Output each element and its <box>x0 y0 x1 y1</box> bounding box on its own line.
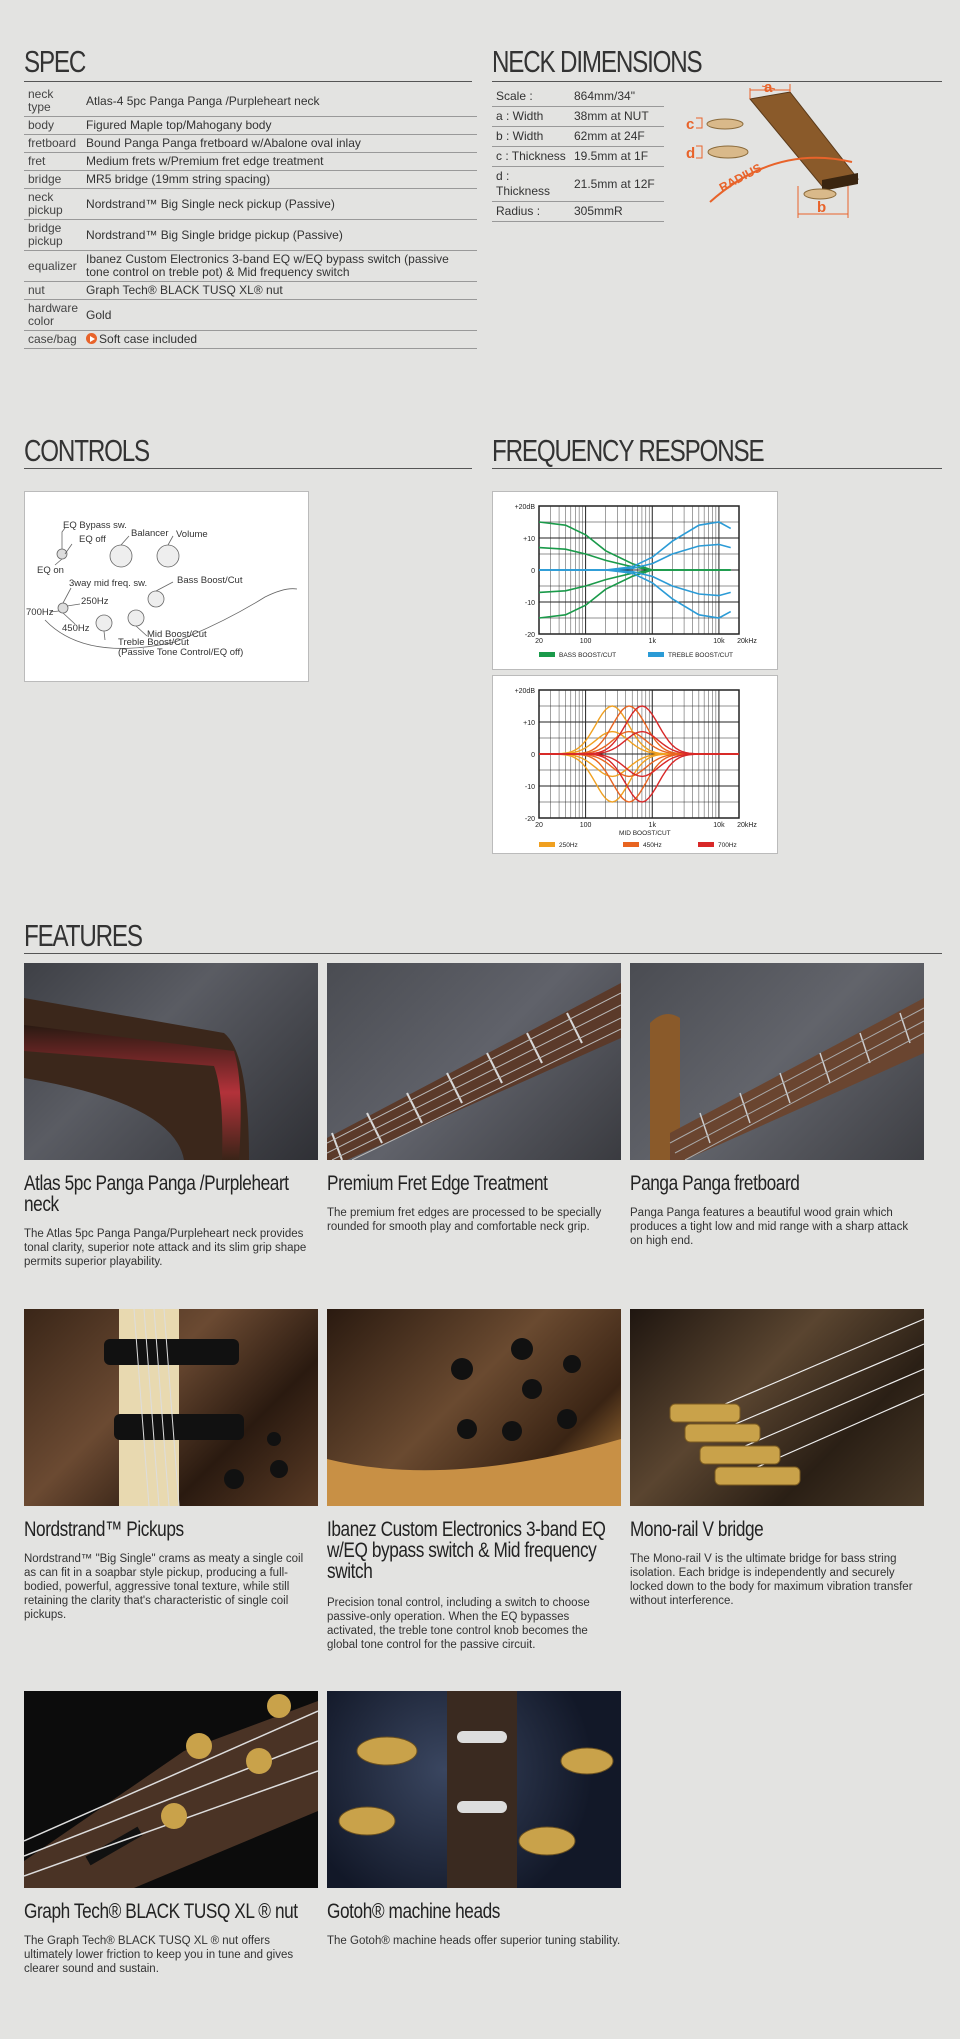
x-axis-label: MID BOOST/CUT <box>619 830 671 837</box>
neck-dimension-value: 62mm at 24F <box>570 127 664 147</box>
neck-dimensions-heading: NECK DIMENSIONS <box>492 44 702 79</box>
feature-title: Atlas 5pc Panga Panga /Purpleheart neck <box>24 1172 289 1216</box>
neck-shape <box>750 92 858 186</box>
feature-title: Gotoh® machine heads <box>327 1900 500 1923</box>
neck-dimension-row <box>492 147 664 167</box>
feature-desc: Nordstrand™ "Big Single" crams as meaty a single coil as can fit in a soapbar style pickup, producing a full-bodied, powerful, aggressive tonal texture, while still retaining the clarity that's characteristic of single coil pickups. <box>24 1553 304 1621</box>
spec-value <box>82 331 477 349</box>
spec-value: Bound Panga Panga fretboard w/Abalone oval inlay <box>82 135 477 153</box>
feature-photo-pickups <box>24 1309 318 1506</box>
neck-dimension-key: b : Width <box>492 127 570 147</box>
y-tick-label: +10 <box>523 720 535 727</box>
controls-heading: CONTROLS <box>24 433 149 468</box>
y-tick-label: 0 <box>531 752 535 759</box>
feature-photo-bridge <box>630 1309 924 1506</box>
y-tick-label: -20 <box>524 816 535 823</box>
y-tick-label: +10 <box>523 536 535 543</box>
700hz-label: 700Hz <box>26 607 54 618</box>
spec-key: fret <box>24 153 82 171</box>
mid-boost-label: Mid Boost/Cut <box>147 629 207 640</box>
feature-photo-neck <box>24 963 318 1160</box>
profile-c <box>707 119 743 129</box>
spec-row <box>24 300 477 331</box>
450hz-label: 450Hz <box>62 623 90 634</box>
legend-label: 250Hz <box>559 842 578 849</box>
neck-dimensions-rule <box>492 81 942 82</box>
dim-d-label: d <box>686 145 696 162</box>
feature-desc: The Atlas 5pc Panga Panga/Purpleheart neck provides tonal clarity, superior note attack and its slim grip shape permits superior playability. <box>24 1228 307 1268</box>
dim-b-label: b <box>817 199 827 216</box>
volume-label: Volume <box>176 529 208 540</box>
feature-title: Premium Fret Edge Treatment <box>327 1172 548 1195</box>
legend-label: 450Hz <box>643 842 662 849</box>
spec-row <box>24 135 477 153</box>
eq-on-label: EQ on <box>37 565 64 576</box>
feature-desc: The premium fret edges are processed to be specially rounded for smooth play and comfortable neck grip. <box>327 1207 602 1233</box>
neck-dimension-key: c : Thickness <box>492 147 570 167</box>
eq-bypass-label: EQ Bypass sw. <box>63 520 127 531</box>
legend-swatch <box>648 652 664 657</box>
spec-key: bridge <box>24 171 82 189</box>
feature-title: Nordstrand™ Pickups <box>24 1518 184 1541</box>
spec-value: Medium frets w/Premium fret edge treatment <box>82 153 477 171</box>
profile-d <box>708 146 748 158</box>
spec-key: fretboard <box>24 135 82 153</box>
neck-dimension-row <box>492 202 664 222</box>
freq-chart-panel-2 <box>492 675 778 854</box>
spec-row <box>24 86 477 117</box>
x-tick-label: 10k <box>713 638 725 645</box>
feature-desc: The Gotoh® machine heads offer superior tuning stability. <box>327 1935 621 1947</box>
spec-row <box>24 282 477 300</box>
spec-value: MR5 bridge (19mm string spacing) <box>82 171 477 189</box>
x-tick-label: 20kHz <box>737 638 757 645</box>
neck-diagram <box>680 84 860 229</box>
spec-row <box>24 153 477 171</box>
250hz-label: 250Hz <box>81 596 109 607</box>
spec-value-text: Soft case included <box>99 332 198 346</box>
spec-value: Atlas-4 5pc Panga Panga /Purpleheart neck <box>82 86 477 117</box>
feature-photo-frets <box>327 963 621 1160</box>
x-tick-label: 100 <box>579 822 592 829</box>
legend-label: BASS BOOST/CUT <box>559 652 617 659</box>
x-tick-label: 20 <box>535 638 543 645</box>
y-tick-label: 0 <box>531 568 535 575</box>
neck-dimension-row <box>492 167 664 202</box>
neck-dimension-key: a : Width <box>492 107 570 127</box>
neck-dimensions-table <box>492 87 664 222</box>
feature-photo-electronics <box>327 1309 621 1506</box>
legend-swatch <box>698 842 714 847</box>
spec-key: case/bag <box>24 331 82 349</box>
x-tick-label: 20kHz <box>737 822 757 829</box>
x-tick-label: 10k <box>713 822 725 829</box>
spec-key: bridge pickup <box>24 220 82 251</box>
eq-off-label: EQ off <box>79 534 106 545</box>
neck-dimension-key: d : Thickness <box>492 167 570 202</box>
spec-value: Nordstrand™ Big Single bridge pickup (Passive) <box>82 220 477 251</box>
spec-key: hardware color <box>24 300 82 331</box>
feature-title: Mono-rail V bridge <box>630 1518 764 1541</box>
spec-key: neck type <box>24 86 82 117</box>
neck-dimension-value: 21.5mm at 12F <box>570 167 664 202</box>
spec-row <box>24 331 477 349</box>
frequency-response-heading: FREQUENCY RESPONSE <box>492 433 764 468</box>
legend-label: TREBLE BOOST/CUT <box>668 652 734 659</box>
y-tick-label: -10 <box>524 600 535 607</box>
features-rule <box>24 953 942 954</box>
feature-title: Panga Panga fretboard <box>630 1172 800 1195</box>
y-tick-label: +20dB <box>514 504 535 511</box>
features-heading: FEATURES <box>24 918 142 953</box>
feature-photo-nut <box>24 1691 318 1888</box>
neck-dimension-key: Radius : <box>492 202 570 222</box>
neck-dimension-row <box>492 107 664 127</box>
x-tick-label: 1k <box>648 638 656 645</box>
feature-desc: Precision tonal control, including a switch to choose passive-only operation. When the EQ bypasses activated, the treble tone control knob becomes the global tone control for the passive circuit. <box>327 1597 590 1651</box>
spec-key: neck pickup <box>24 189 82 220</box>
spec-value: Graph Tech® BLACK TUSQ XL® nut <box>82 282 477 300</box>
spec-rule <box>24 81 472 82</box>
dim-a-label: a <box>764 84 773 96</box>
y-tick-label: +20dB <box>514 688 535 695</box>
mid-chart <box>493 676 777 853</box>
neck-dimension-value: 305mmR <box>570 202 664 222</box>
controls-diagram <box>24 491 309 682</box>
spec-row <box>24 251 477 282</box>
feature-title: Ibanez Custom Electronics 3-band EQ w/EQ bypass switch & Mid frequency switch <box>327 1518 606 1583</box>
spec-value: Gold <box>82 300 477 331</box>
radius-label: RADIUS <box>716 160 765 195</box>
feature-title: Graph Tech® BLACK TUSQ XL ® nut <box>24 1900 298 1923</box>
spec-table <box>24 86 477 349</box>
feature-photo-machine-heads <box>327 1691 621 1888</box>
legend-swatch <box>539 842 555 847</box>
treble-boost-label: Treble Boost/Cut <box>118 637 189 648</box>
x-tick-label: 100 <box>579 638 592 645</box>
feature-desc: The Graph Tech® BLACK TUSQ XL ® nut offers ultimately lower friction to keep you in tune and gives clearer sound and sustain. <box>24 1935 294 1975</box>
neck-dimension-row <box>492 87 664 107</box>
bass-treble-chart <box>493 492 777 669</box>
spec-key: body <box>24 117 82 135</box>
feature-desc: The Mono-rail V is the ultimate bridge for bass string isolation. Each bridge is independently and securely locked down to the body for maximum vibration transfer without interference. <box>630 1553 913 1607</box>
mid-freq-switch-label: 3way mid freq. sw. <box>69 578 148 589</box>
spec-row <box>24 189 477 220</box>
y-tick-label: -20 <box>524 632 535 639</box>
neck-dimension-value: 864mm/34" <box>570 87 664 107</box>
neck-dimension-value: 19.5mm at 1F <box>570 147 664 167</box>
legend-label: 700Hz <box>718 842 737 849</box>
spec-row <box>24 117 477 135</box>
feature-photo-fretboard <box>630 963 924 1160</box>
dim-c-label: c <box>686 116 695 133</box>
spec-row <box>24 220 477 251</box>
neck-dimension-value: 38mm at NUT <box>570 107 664 127</box>
y-tick-label: -10 <box>524 784 535 791</box>
x-tick-label: 1k <box>648 822 656 829</box>
spec-value: Figured Maple top/Mahogany body <box>82 117 477 135</box>
balancer-label: Balancer <box>131 528 169 539</box>
legend-swatch <box>623 842 639 847</box>
spec-value: Nordstrand™ Big Single neck pickup (Passive) <box>82 189 477 220</box>
spec-value: Ibanez Custom Electronics 3-band EQ w/EQ bypass switch (passive tone control on treble pot) & Mid frequency switch <box>82 251 477 282</box>
controls-rule <box>24 468 472 469</box>
neck-dimension-row <box>492 127 664 147</box>
neck-dimension-key: Scale : <box>492 87 570 107</box>
bass-boost-label: Bass Boost/Cut <box>177 575 243 586</box>
feature-desc: Panga Panga features a beautiful wood grain which produces a tight low and mid range with a sharp attack on high end. <box>630 1207 909 1247</box>
spec-heading: SPEC <box>24 44 86 79</box>
treble-note-label: (Passive Tone Control/EQ off) <box>118 647 244 658</box>
spec-key: equalizer <box>24 251 82 282</box>
spec-key: nut <box>24 282 82 300</box>
frequency-response-rule <box>492 468 942 469</box>
spec-row <box>24 171 477 189</box>
play-icon[interactable] <box>86 333 97 344</box>
x-tick-label: 20 <box>535 822 543 829</box>
legend-swatch <box>539 652 555 657</box>
freq-chart-panel-1 <box>492 491 778 670</box>
